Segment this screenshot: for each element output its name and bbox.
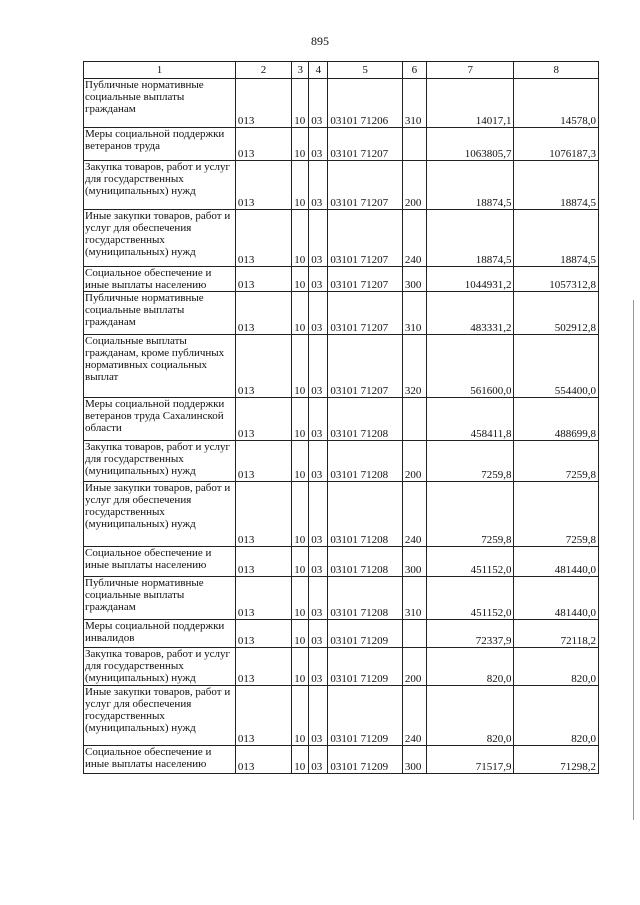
code-cell: 013: [235, 335, 291, 398]
row-name-cell: Публичные нормативные социальные выплаты гражданам: [84, 577, 236, 620]
table-row: [84, 746, 599, 774]
code-cell: 013: [235, 79, 291, 128]
amount-year1-cell: 72337,9: [426, 620, 514, 648]
table-row: [84, 547, 599, 577]
expense-type-cell: 200: [402, 161, 426, 210]
amount-year2-cell: 72118,2: [514, 620, 599, 648]
amount-year2-cell: 7259,8: [514, 441, 599, 482]
code-cell: 013: [235, 161, 291, 210]
expense-type-cell: 200: [402, 648, 426, 686]
target-article-cell: 03101 71208: [328, 482, 402, 547]
section-cell: 10: [292, 577, 309, 620]
target-article-cell: 03101 71208: [328, 398, 402, 441]
amount-year2-cell: 488699,8: [514, 398, 599, 441]
target-article-cell: 03101 71207: [328, 128, 402, 161]
header-col-3: 3: [292, 62, 309, 79]
target-article-cell: 03101 71207: [328, 210, 402, 267]
code-cell: 013: [235, 746, 291, 774]
target-article-cell: 03101 71209: [328, 746, 402, 774]
expense-type-cell: 310: [402, 577, 426, 620]
expense-type-cell: 300: [402, 746, 426, 774]
target-article-cell: 03101 71207: [328, 292, 402, 335]
amount-year2-cell: 502912,8: [514, 292, 599, 335]
table-row: [84, 292, 599, 335]
amount-year2-cell: 18874,5: [514, 210, 599, 267]
section-cell: 10: [292, 335, 309, 398]
header-row: [84, 62, 599, 79]
expense-type-cell: 240: [402, 482, 426, 547]
row-name-cell: Иные закупки товаров, работ и услуг для обеспечения государственных (муниципальных) нужд: [84, 482, 236, 547]
amount-year1-cell: 561600,0: [426, 335, 514, 398]
header-col-4: 4: [309, 62, 328, 79]
subsection-cell: 03: [309, 161, 328, 210]
subsection-cell: 03: [309, 267, 328, 292]
amount-year2-cell: 71298,2: [514, 746, 599, 774]
amount-year1-cell: 18874,5: [426, 210, 514, 267]
table-row: [84, 210, 599, 267]
row-name-cell: Социальное обеспечение и иные выплаты населению: [84, 746, 236, 774]
code-cell: 013: [235, 210, 291, 267]
section-cell: 10: [292, 482, 309, 547]
section-cell: 10: [292, 648, 309, 686]
amount-year1-cell: 483331,2: [426, 292, 514, 335]
row-name-cell: Закупка товаров, работ и услуг для государственных (муниципальных) нужд: [84, 161, 236, 210]
table-row: [84, 161, 599, 210]
amount-year1-cell: 1063805,7: [426, 128, 514, 161]
amount-year1-cell: 820,0: [426, 686, 514, 746]
amount-year1-cell: 458411,8: [426, 398, 514, 441]
row-name-cell: Социальное обеспечение и иные выплаты населению: [84, 267, 236, 292]
row-name-cell: Публичные нормативные социальные выплаты гражданам: [84, 79, 236, 128]
subsection-cell: 03: [309, 620, 328, 648]
code-cell: 013: [235, 620, 291, 648]
amount-year2-cell: 820,0: [514, 648, 599, 686]
target-article-cell: 03101 71208: [328, 577, 402, 620]
subsection-cell: 03: [309, 79, 328, 128]
section-cell: 10: [292, 746, 309, 774]
target-article-cell: 03101 71208: [328, 441, 402, 482]
section-cell: 10: [292, 128, 309, 161]
expense-type-cell: 200: [402, 441, 426, 482]
table-body: [84, 79, 599, 774]
header-col-1: 1: [84, 62, 236, 79]
subsection-cell: 03: [309, 482, 328, 547]
table-row: [84, 482, 599, 547]
expense-type-cell: 240: [402, 210, 426, 267]
code-cell: 013: [235, 686, 291, 746]
target-article-cell: 03101 71208: [328, 547, 402, 577]
target-article-cell: 03101 71207: [328, 267, 402, 292]
code-cell: 013: [235, 292, 291, 335]
subsection-cell: 03: [309, 398, 328, 441]
amount-year1-cell: 14017,1: [426, 79, 514, 128]
subsection-cell: 03: [309, 128, 328, 161]
table-row: [84, 620, 599, 648]
section-cell: 10: [292, 210, 309, 267]
subsection-cell: 03: [309, 686, 328, 746]
target-article-cell: 03101 71209: [328, 648, 402, 686]
amount-year1-cell: 7259,8: [426, 482, 514, 547]
amount-year2-cell: 14578,0: [514, 79, 599, 128]
amount-year1-cell: 1044931,2: [426, 267, 514, 292]
subsection-cell: 03: [309, 335, 328, 398]
scan-edge-line: [633, 300, 634, 820]
subsection-cell: 03: [309, 746, 328, 774]
code-cell: 013: [235, 482, 291, 547]
row-name-cell: Меры социальной поддержки ветеранов труда: [84, 128, 236, 161]
section-cell: 10: [292, 292, 309, 335]
section-cell: 10: [292, 267, 309, 292]
target-article-cell: 03101 71206: [328, 79, 402, 128]
header-col-7: 7: [426, 62, 514, 79]
code-cell: 013: [235, 577, 291, 620]
target-article-cell: 03101 71209: [328, 686, 402, 746]
amount-year1-cell: 18874,5: [426, 161, 514, 210]
expense-type-cell: 240: [402, 686, 426, 746]
code-cell: 013: [235, 128, 291, 161]
header-col-8: 8: [514, 62, 599, 79]
target-article-cell: 03101 71207: [328, 161, 402, 210]
subsection-cell: 03: [309, 210, 328, 267]
subsection-cell: 03: [309, 292, 328, 335]
amount-year2-cell: 820,0: [514, 686, 599, 746]
code-cell: 013: [235, 398, 291, 441]
code-cell: 013: [235, 648, 291, 686]
table-row: [84, 398, 599, 441]
row-name-cell: Закупка товаров, работ и услуг для государственных (муниципальных) нужд: [84, 648, 236, 686]
target-article-cell: 03101 71207: [328, 335, 402, 398]
row-name-cell: Иные закупки товаров, работ и услуг для обеспечения государственных (муниципальных) нужд: [84, 210, 236, 267]
page-number: 895: [311, 34, 329, 48]
amount-year1-cell: 451152,0: [426, 547, 514, 577]
section-cell: 10: [292, 161, 309, 210]
amount-year2-cell: 7259,8: [514, 482, 599, 547]
row-name-cell: Социальные выплаты гражданам, кроме публичных нормативных социальных выплат: [84, 335, 236, 398]
amount-year2-cell: 554400,0: [514, 335, 599, 398]
row-name-cell: Публичные нормативные социальные выплаты гражданам: [84, 292, 236, 335]
amount-year2-cell: 1076187,3: [514, 128, 599, 161]
code-cell: 013: [235, 267, 291, 292]
table-row: [84, 79, 599, 128]
subsection-cell: 03: [309, 648, 328, 686]
target-article-cell: 03101 71209: [328, 620, 402, 648]
table-row: [84, 128, 599, 161]
table-row: [84, 577, 599, 620]
expense-type-cell: 300: [402, 547, 426, 577]
row-name-cell: Иные закупки товаров, работ и услуг для обеспечения государственных (муниципальных) нужд: [84, 686, 236, 746]
row-name-cell: Меры социальной поддержки ветеранов труда Сахалинской области: [84, 398, 236, 441]
header-col-6: 6: [402, 62, 426, 79]
section-cell: 10: [292, 686, 309, 746]
expense-type-cell: 300: [402, 267, 426, 292]
section-cell: 10: [292, 398, 309, 441]
section-cell: 10: [292, 79, 309, 128]
amount-year1-cell: 7259,8: [426, 441, 514, 482]
table-row: [84, 686, 599, 746]
budget-table: [83, 61, 599, 774]
subsection-cell: 03: [309, 577, 328, 620]
expense-type-cell: [402, 398, 426, 441]
code-cell: 013: [235, 547, 291, 577]
expense-type-cell: 310: [402, 292, 426, 335]
subsection-cell: 03: [309, 441, 328, 482]
expense-type-cell: [402, 128, 426, 161]
row-name-cell: Закупка товаров, работ и услуг для государственных (муниципальных) нужд: [84, 441, 236, 482]
subsection-cell: 03: [309, 547, 328, 577]
code-cell: 013: [235, 441, 291, 482]
table-row: [84, 267, 599, 292]
header-col-5: 5: [328, 62, 402, 79]
amount-year1-cell: 451152,0: [426, 577, 514, 620]
expense-type-cell: 320: [402, 335, 426, 398]
expense-type-cell: [402, 620, 426, 648]
row-name-cell: Меры социальной поддержки инвалидов: [84, 620, 236, 648]
table-row: [84, 335, 599, 398]
section-cell: 10: [292, 441, 309, 482]
table-row: [84, 441, 599, 482]
amount-year1-cell: 820,0: [426, 648, 514, 686]
amount-year1-cell: 71517,9: [426, 746, 514, 774]
row-name-cell: Социальное обеспечение и иные выплаты населению: [84, 547, 236, 577]
amount-year2-cell: 481440,0: [514, 577, 599, 620]
section-cell: 10: [292, 620, 309, 648]
amount-year2-cell: 18874,5: [514, 161, 599, 210]
amount-year2-cell: 1057312,8: [514, 267, 599, 292]
header-col-2: 2: [235, 62, 291, 79]
expense-type-cell: 310: [402, 79, 426, 128]
amount-year2-cell: 481440,0: [514, 547, 599, 577]
table-row: [84, 648, 599, 686]
section-cell: 10: [292, 547, 309, 577]
